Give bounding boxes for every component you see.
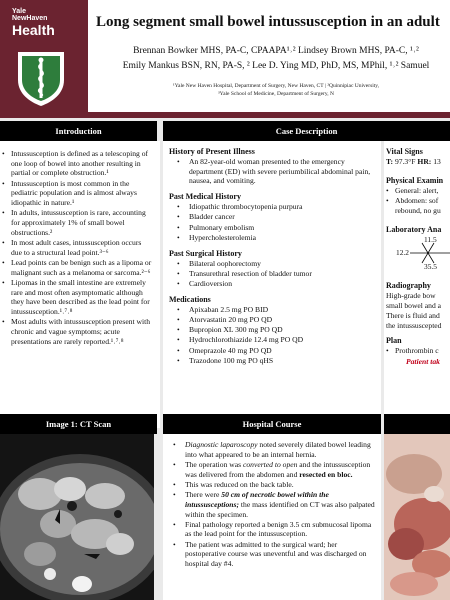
introduction-item: • Intussusception is defined as a telescoping of one loop of bowel into another resulting in partial or complete obstruction.¹ bbox=[2, 149, 154, 178]
authors-line-2: Emily Mankus BSN, RN, PA-S, ² Lee D. Ying MD, PhD, MS, MPhil, ¹˒² Samuel bbox=[122, 61, 430, 72]
course-item-6 bbox=[165, 540, 375, 569]
course-item-5-text: Final pathology reported a benign 3.5 cm submucosal lipoma as the lead point for the intussusception. bbox=[185, 519, 372, 539]
exam-item: • Abdomen: sof bbox=[386, 196, 450, 206]
affil-line-2: ³Yale School of Medicine, Department of Surgery, N bbox=[218, 91, 334, 98]
pmh-item: • Bladder cancer bbox=[169, 212, 375, 222]
exam-list bbox=[386, 186, 450, 206]
radiography-text bbox=[386, 291, 450, 330]
vitals-t-label: T: bbox=[386, 157, 394, 166]
course-resected-en-bloc: resected en bloc. bbox=[299, 469, 353, 479]
medication-item: • Hydrochlorothiazide 12.4 mg PO QD bbox=[169, 335, 375, 345]
course-item-3 bbox=[165, 480, 375, 490]
affil-line-1: ¹Yale New Haven Hospital, Department of Surgery, New Haven, CT | ²Quinnipiac University, bbox=[172, 83, 380, 89]
psh-item: • Cardioversion bbox=[169, 279, 375, 289]
plan-warning: Patient tak bbox=[406, 356, 440, 366]
pmh-item: • Pulmonary embolism bbox=[169, 223, 375, 233]
pmh-list bbox=[169, 202, 375, 242]
medication-item: • Apixaban 2.5 mg PO BID bbox=[169, 305, 375, 315]
introduction-item: • Intussusception is most common in the pediatric population and is almost always idiopathic in nature.¹ bbox=[2, 179, 154, 208]
authors-line-1: Brennan Bowker MHS, PA-C, CPAAPA¹˒² Lindsey Brown MHS, PA-C, ¹˒² bbox=[133, 46, 419, 56]
hospital-course-list bbox=[165, 440, 375, 569]
lab-fishbone bbox=[386, 235, 450, 271]
logo-line-newhaven: NewHaven bbox=[12, 15, 48, 23]
lab-left-value: 12.2 bbox=[396, 248, 409, 258]
psh-list bbox=[169, 259, 375, 289]
exam-continuation: rebound, no gu bbox=[395, 206, 441, 216]
surgical-photo bbox=[384, 434, 450, 600]
plan-item: • Prothrombin c bbox=[386, 346, 450, 356]
plan-list bbox=[386, 346, 450, 356]
vitals-hr-label: HR: bbox=[417, 157, 432, 166]
course-item-4-b: the mass identified on CT was also palpated within the specimen. bbox=[185, 499, 375, 519]
medications-list bbox=[169, 305, 375, 366]
introduction-item: • In adults, intussusception is rare, accounting for approximately 1% of small bowel obstructions.² bbox=[2, 208, 154, 237]
course-item-4-a: There were bbox=[185, 490, 222, 500]
image2-heading-bar bbox=[384, 414, 450, 434]
course-item-1-text: noted severely dilated bowel leading into what appeared to be an internal hernia. bbox=[185, 440, 371, 459]
pmh-item: • Idiopathic thrombocytopenia purpura bbox=[169, 202, 375, 212]
hpi-title: History of Present Illness bbox=[169, 147, 255, 156]
introduction-item: • Lead points can be benign such as a lipoma or malignant such as a melanoma or sarcoma.²⁻⁶ bbox=[2, 258, 154, 277]
case-description-heading: Case Description bbox=[163, 121, 450, 141]
introduction-panel bbox=[0, 141, 160, 428]
yale-logo bbox=[0, 0, 88, 118]
course-necrotic-bowel: 50 cm of necrotic bowel within the intussusceptions; bbox=[185, 490, 329, 509]
exam-item: • General: alert, bbox=[386, 186, 450, 196]
introduction-item: • Lipomas in the small intestine are extremely rare and most often asymptomatic although they have been described as the lead point for intussusception.¹˒⁷˒⁸ bbox=[2, 278, 154, 317]
radiography-line: small bowel and a bbox=[386, 301, 442, 311]
introduction-heading: Introduction bbox=[0, 121, 157, 141]
medications-title: Medications bbox=[169, 294, 211, 304]
vitals-title: Vital Signs bbox=[386, 147, 423, 156]
course-item-2-a: The operation was bbox=[185, 459, 243, 469]
hospital-course-panel bbox=[163, 434, 381, 600]
hospital-course-heading: Hospital Course bbox=[163, 414, 381, 434]
case-panel bbox=[163, 141, 381, 428]
medication-item: • Trazodone 100 mg PO qHS bbox=[169, 356, 375, 366]
course-item-6-text: The patient was admitted to the surgical ward; her postoperative course was uneventful and was discharged on hospital day #4. bbox=[185, 539, 367, 569]
ct-scan-graphic bbox=[0, 434, 154, 600]
radiography-title: Radiography bbox=[386, 281, 431, 291]
affiliations bbox=[96, 82, 450, 99]
course-item-3-text: This was reduced on the back table. bbox=[185, 479, 294, 489]
psh-title: Past Surgical History bbox=[169, 248, 242, 258]
medication-item: • Bupropion XL 300 mg PO QD bbox=[169, 325, 375, 335]
pmh-title: Past Medical History bbox=[169, 192, 241, 202]
pmh-item: • Hypercholesterolemia bbox=[169, 233, 375, 243]
plan-title: Plan bbox=[386, 336, 402, 346]
psh-item: • Transurethral resection of bladder tumor bbox=[169, 269, 375, 279]
lab-bottom-value: 35.5 bbox=[424, 262, 437, 272]
logo-line-yale: Yale bbox=[12, 8, 27, 15]
course-item-2-b: and the intussusception was delivered from the abdomen and bbox=[185, 459, 371, 479]
image1-heading: Image 1: CT Scan bbox=[0, 414, 157, 434]
hpi-list bbox=[169, 157, 375, 186]
medication-item: • Atorvastatin 20 mg PO QD bbox=[169, 315, 375, 325]
right-column-panel bbox=[384, 141, 450, 428]
radiography-line: the intussuscepted bbox=[386, 320, 442, 330]
course-converted-open: converted to open bbox=[243, 459, 298, 469]
poster-title: Long segment small bowel intussusception in an adult bbox=[96, 14, 440, 30]
lab-title: Laboratory Ana bbox=[386, 225, 442, 235]
course-item-4 bbox=[165, 490, 375, 519]
lab-top-value: 11.5 bbox=[424, 235, 437, 245]
surgical-photo-graphic bbox=[384, 434, 450, 600]
vitals-t-value: 97.3°F bbox=[394, 157, 416, 166]
hpi-item: • An 82-year-old woman presented to the emergency department (ED) with severe periumbilical abdominal pain, nausea, and vomiting. bbox=[169, 157, 375, 186]
logo-line-health: Health bbox=[12, 21, 55, 38]
introduction-item: • In most adult cases, intussusception occurs due to a structural lead point.³⁻⁶ bbox=[2, 238, 154, 257]
medication-item: • Omeprazole 40 mg PO QD bbox=[169, 346, 375, 356]
radiography-line: There is fluid and bbox=[386, 310, 440, 320]
poster-header bbox=[0, 0, 450, 118]
radiography-line: High-grade bow bbox=[386, 291, 436, 301]
introduction-list bbox=[2, 149, 154, 346]
course-item-1 bbox=[165, 440, 375, 459]
ct-scan-image bbox=[0, 434, 154, 600]
author-list bbox=[96, 44, 450, 74]
shield-emblem-icon bbox=[14, 50, 68, 108]
exam-title: Physical Examin bbox=[386, 176, 444, 185]
course-item-2 bbox=[165, 460, 375, 479]
psh-item: • Bilateral oophorectomy bbox=[169, 259, 375, 269]
vitals-line bbox=[386, 157, 450, 166]
course-diagnostic-laparoscopy: Diagnostic laparoscopy bbox=[185, 440, 258, 449]
vitals-hr-value: 13 bbox=[433, 157, 441, 166]
introduction-item: • Most adults with intussusception present with chronic and vague symptoms; acute presentations are rarely reported.¹˒⁷˒⁸ bbox=[2, 317, 154, 346]
course-item-5 bbox=[165, 520, 375, 539]
